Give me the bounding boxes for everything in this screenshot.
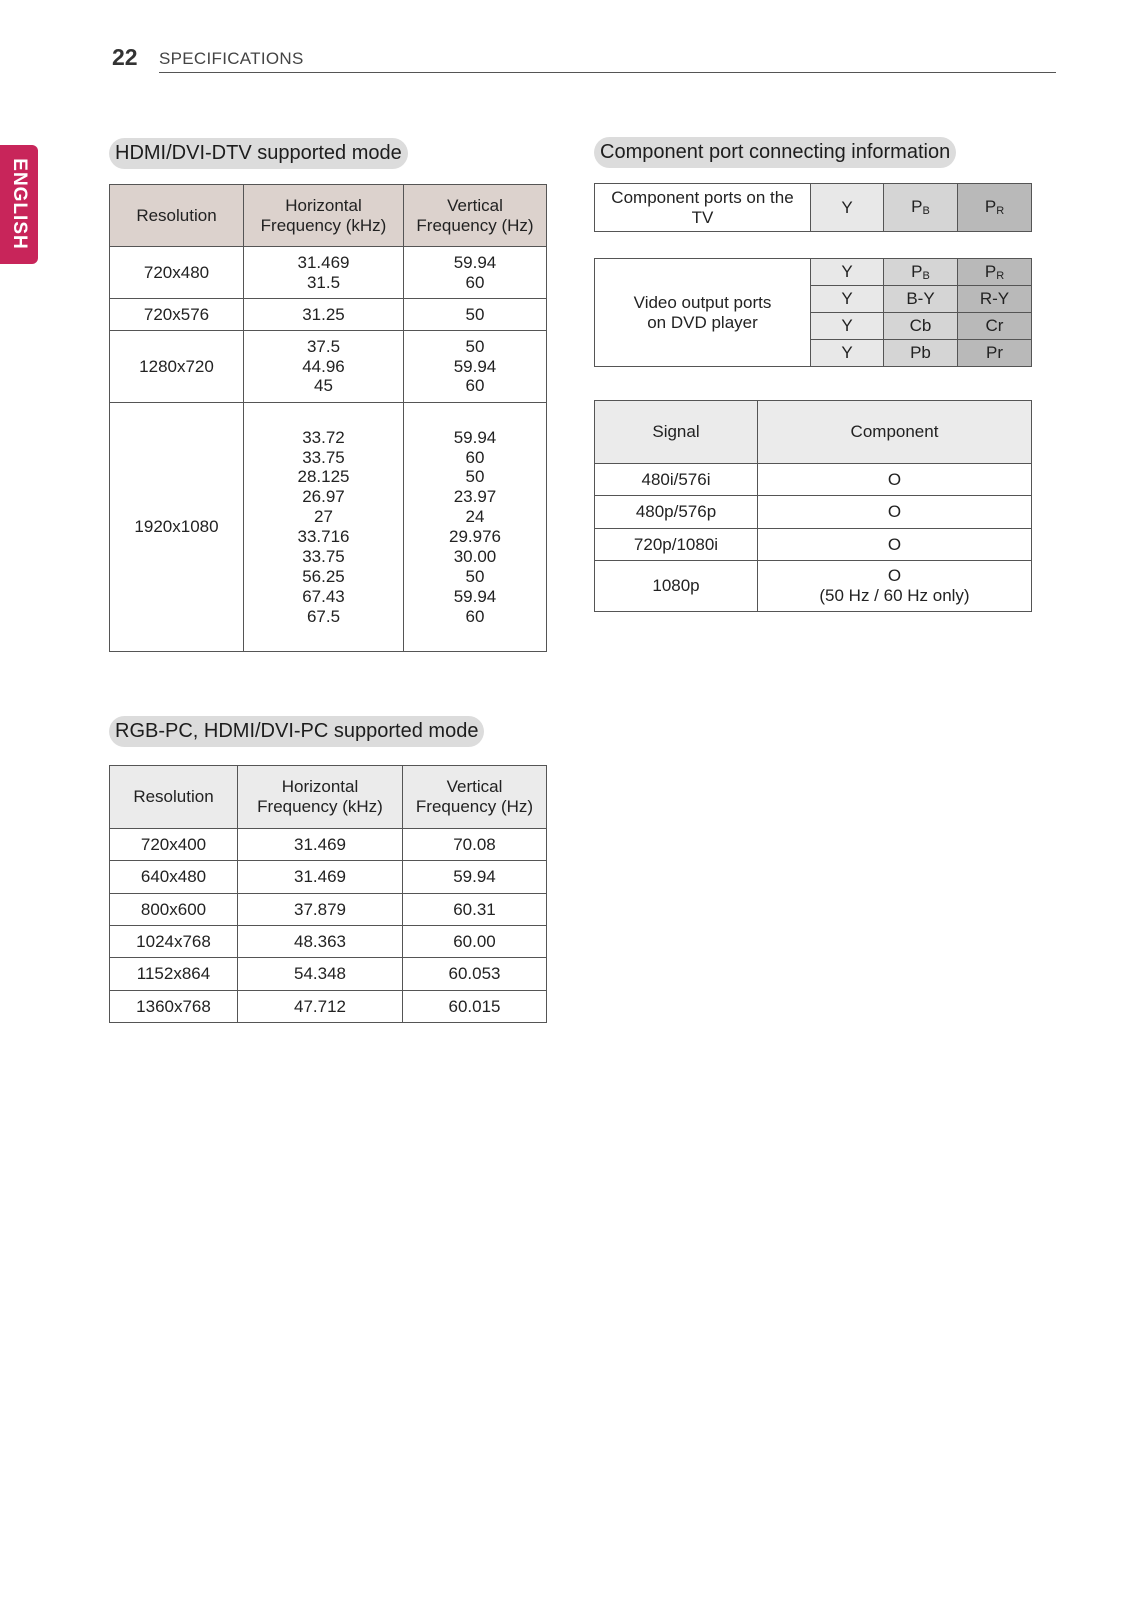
tv-ports-label: Component ports on the TV bbox=[595, 184, 811, 232]
rgb-pc-table bbox=[109, 765, 547, 1023]
hdmi-dtv-table bbox=[109, 184, 547, 652]
section-heading: SPECIFICATIONS bbox=[159, 49, 304, 68]
table-row bbox=[110, 958, 547, 991]
horizontal-frequency-cell: 37.879 bbox=[238, 894, 403, 926]
tv-ports-table bbox=[594, 183, 1032, 232]
column-header: Component bbox=[758, 401, 1032, 464]
column-header: Horizontal Frequency (kHz) bbox=[244, 185, 404, 247]
resolution-cell: 720x576 bbox=[110, 299, 244, 331]
table-row bbox=[595, 464, 1032, 496]
horizontal-frequency-cell: 31.469 bbox=[238, 829, 403, 861]
pr-port-cell: R-Y bbox=[958, 286, 1032, 313]
signal-cell: 480i/576i bbox=[595, 464, 758, 496]
pr-port-cell: Pr bbox=[958, 340, 1032, 367]
column-header: Vertical Frequency (Hz) bbox=[403, 766, 547, 829]
table-row bbox=[110, 991, 547, 1023]
vertical-frequency-cell: 50 bbox=[404, 299, 547, 331]
horizontal-frequency-cell: 54.348 bbox=[238, 958, 403, 991]
vertical-frequency-cell: 60.053 bbox=[403, 958, 547, 991]
column-header: Signal bbox=[595, 401, 758, 464]
pb-port-cell: Cb bbox=[884, 313, 958, 340]
pb-port-cell: Pb bbox=[884, 340, 958, 367]
resolution-cell: 640x480 bbox=[110, 861, 238, 894]
component-cell: O bbox=[758, 464, 1032, 496]
signal-table bbox=[594, 400, 1032, 612]
resolution-cell: 1024x768 bbox=[110, 926, 238, 958]
vertical-frequency-cell: 59.94 60 bbox=[404, 247, 547, 299]
dvd-ports-table bbox=[594, 258, 1032, 367]
signal-cell: 480p/576p bbox=[595, 496, 758, 529]
resolution-cell: 720x400 bbox=[110, 829, 238, 861]
column-header: Resolution bbox=[110, 185, 244, 247]
pr-port-cell: Cr bbox=[958, 313, 1032, 340]
vertical-frequency-cell: 60.00 bbox=[403, 926, 547, 958]
table-row bbox=[110, 403, 547, 652]
pb-port-cell: $P_B$ bbox=[884, 184, 958, 232]
component-cell: O bbox=[758, 529, 1032, 561]
pr-port-cell: $P_R$ bbox=[958, 184, 1032, 232]
component-cell: O (50 Hz / 60 Hz only) bbox=[758, 561, 1032, 612]
horizontal-frequency-cell: 47.712 bbox=[238, 991, 403, 1023]
y-port-cell: Y bbox=[811, 286, 884, 313]
hdmi-dtv-title: HDMI/DVI-DTV supported mode bbox=[109, 138, 408, 169]
rgb-pc-title: RGB-PC, HDMI/DVI-PC supported mode bbox=[109, 716, 484, 747]
resolution-cell: 720x480 bbox=[110, 247, 244, 299]
signal-cell: 1080p bbox=[595, 561, 758, 612]
vertical-frequency-cell: 70.08 bbox=[403, 829, 547, 861]
column-header: Resolution bbox=[110, 766, 238, 829]
pb-port-cell: $P_B$ bbox=[884, 259, 958, 286]
pr-port-cell: $P_R$ bbox=[958, 259, 1032, 286]
horizontal-frequency-cell: 31.25 bbox=[244, 299, 404, 331]
table-row bbox=[595, 184, 1032, 232]
vertical-frequency-cell: 50 59.94 60 bbox=[404, 331, 547, 403]
horizontal-frequency-cell: 31.469 31.5 bbox=[244, 247, 404, 299]
vertical-frequency-cell: 60.015 bbox=[403, 991, 547, 1023]
horizontal-frequency-cell: 31.469 bbox=[238, 861, 403, 894]
dvd-ports-label: Video output ports on DVD player bbox=[595, 259, 811, 367]
y-port-cell: Y bbox=[811, 340, 884, 367]
table-header-row bbox=[110, 185, 547, 247]
table-row bbox=[595, 561, 1032, 612]
language-tab-label: ENGLISH bbox=[9, 158, 30, 250]
component-cell: O bbox=[758, 496, 1032, 529]
column-header: Horizontal Frequency (kHz) bbox=[238, 766, 403, 829]
table-header-row bbox=[595, 401, 1032, 464]
vertical-frequency-cell: 59.94 bbox=[403, 861, 547, 894]
resolution-cell: 1280x720 bbox=[110, 331, 244, 403]
resolution-cell: 1360x768 bbox=[110, 991, 238, 1023]
header-divider bbox=[159, 72, 1056, 73]
language-tab bbox=[0, 145, 38, 264]
pb-port-cell: B-Y bbox=[884, 286, 958, 313]
column-header: Vertical Frequency (Hz) bbox=[404, 185, 547, 247]
resolution-cell: 1152x864 bbox=[110, 958, 238, 991]
table-row bbox=[110, 894, 547, 926]
table-row bbox=[110, 299, 547, 331]
y-port-cell: Y bbox=[811, 259, 884, 286]
table-row bbox=[110, 829, 547, 861]
signal-cell: 720p/1080i bbox=[595, 529, 758, 561]
table-row bbox=[595, 259, 1032, 286]
table-row bbox=[110, 247, 547, 299]
horizontal-frequency-cell: 37.5 44.96 45 bbox=[244, 331, 404, 403]
vertical-frequency-cell: 60.31 bbox=[403, 894, 547, 926]
table-row bbox=[110, 331, 547, 403]
horizontal-frequency-cell: 48.363 bbox=[238, 926, 403, 958]
resolution-cell: 800x600 bbox=[110, 894, 238, 926]
resolution-cell: 1920x1080 bbox=[110, 403, 244, 652]
page-number: 22 bbox=[112, 44, 138, 70]
table-header-row bbox=[110, 766, 547, 829]
vertical-frequency-cell: 59.94 60 50 23.97 24 29.976 30.00 50 59.94 60 bbox=[404, 403, 547, 652]
table-row bbox=[110, 926, 547, 958]
component-info-title: Component port connecting information bbox=[594, 137, 956, 168]
y-port-cell: Y bbox=[811, 313, 884, 340]
y-port-cell: Y bbox=[811, 184, 884, 232]
table-row bbox=[110, 861, 547, 894]
table-row bbox=[595, 529, 1032, 561]
horizontal-frequency-cell: 33.72 33.75 28.125 26.97 27 33.716 33.75 56.25 67.43 67.5 bbox=[244, 403, 404, 652]
table-row bbox=[595, 496, 1032, 529]
